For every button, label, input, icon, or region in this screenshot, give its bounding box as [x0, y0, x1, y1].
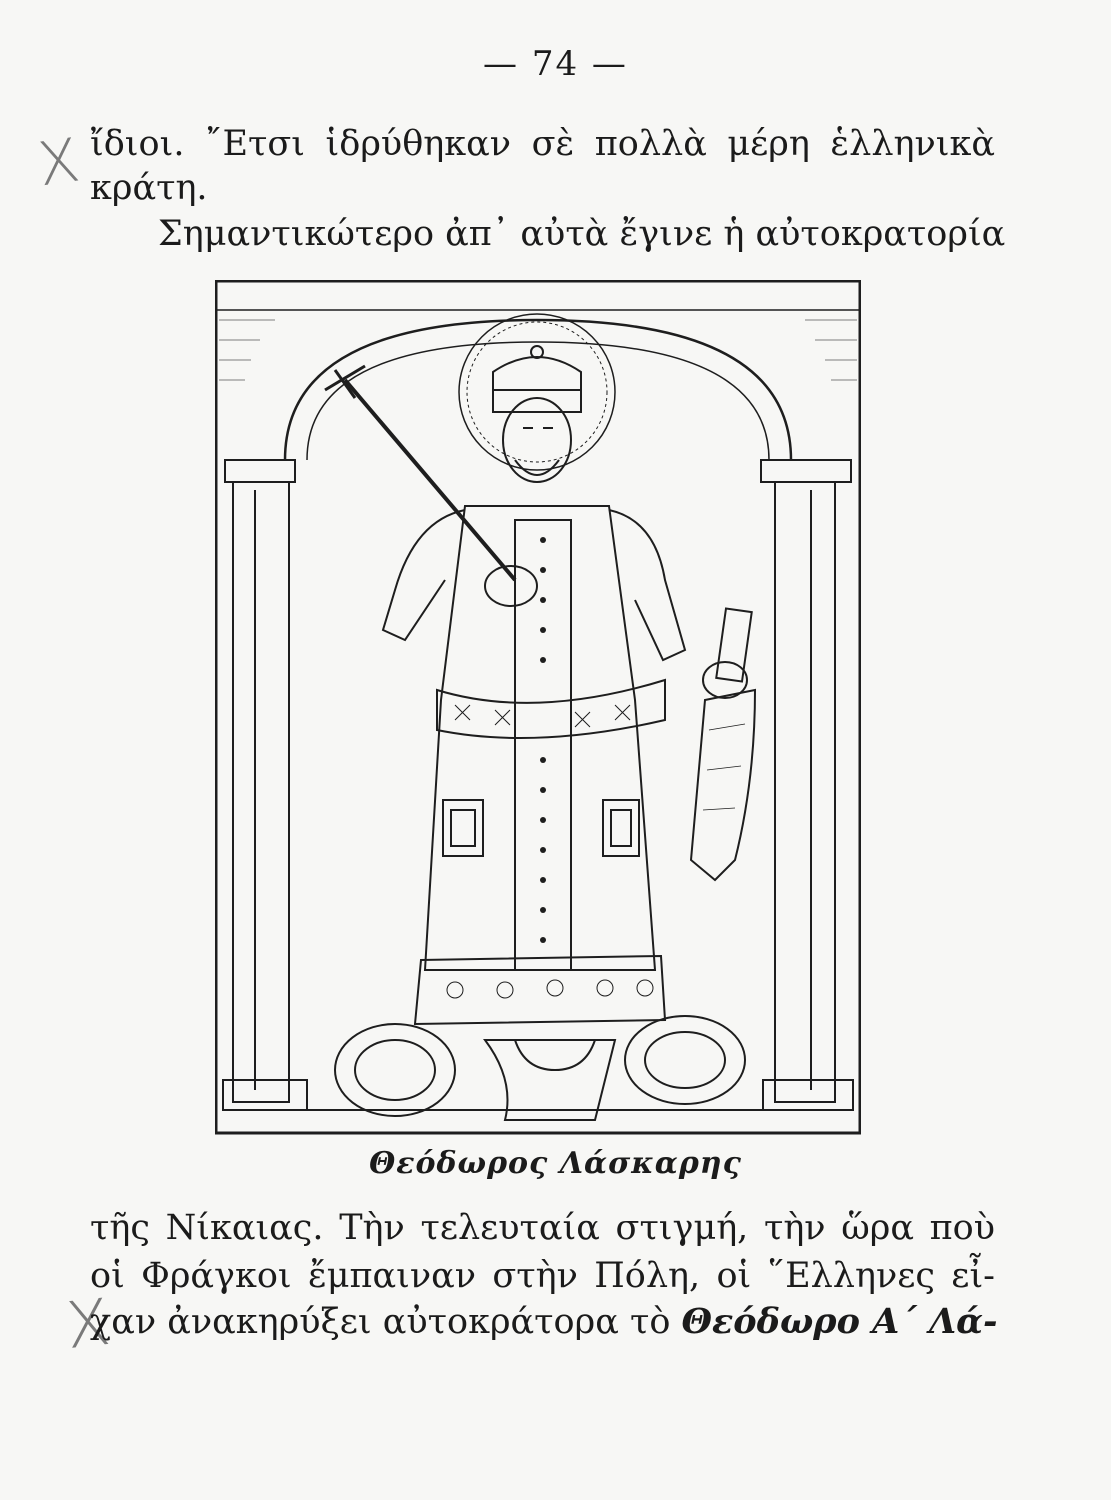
emperor-name-bold: Θεόδωρο Α΄ Λά-: [681, 1301, 998, 1342]
margin-mark-bottom: X: [62, 1285, 114, 1365]
margin-mark-top: X: [33, 125, 84, 201]
figure-caption: Θεόδωρος Λάσκαρης: [369, 1146, 742, 1181]
text-line-6-plain: χαν ἀνακηρύξει αὐτοκράτορα τὸ: [90, 1302, 682, 1342]
text-line-3: Σημαντικώτερο ἀπ᾽ αὐτὰ ἔγινε ἡ αὐτοκρατορία: [158, 214, 1006, 254]
text-line-5: οἱ Φράγκοι ἔμπαιναν στὴν Πόλη, οἱ ῞Ελληνες εἶ-: [90, 1256, 995, 1296]
text-line-2: κράτη.: [90, 168, 208, 208]
page-number: — 74 —: [483, 44, 628, 84]
text-line-4: τῆς Νίκαιας. Τὴν τελευταία στιγμή, τὴν ὥρα ποὺ: [90, 1208, 995, 1248]
text-line-6: [90, 1300, 998, 1344]
text-line-1: ἴδιοι. ῎Ετσι ἱδρύθηκαν σὲ πολλὰ μέρη ἑλληνικὰ: [90, 124, 995, 164]
emperor-engraving: [215, 280, 861, 1136]
